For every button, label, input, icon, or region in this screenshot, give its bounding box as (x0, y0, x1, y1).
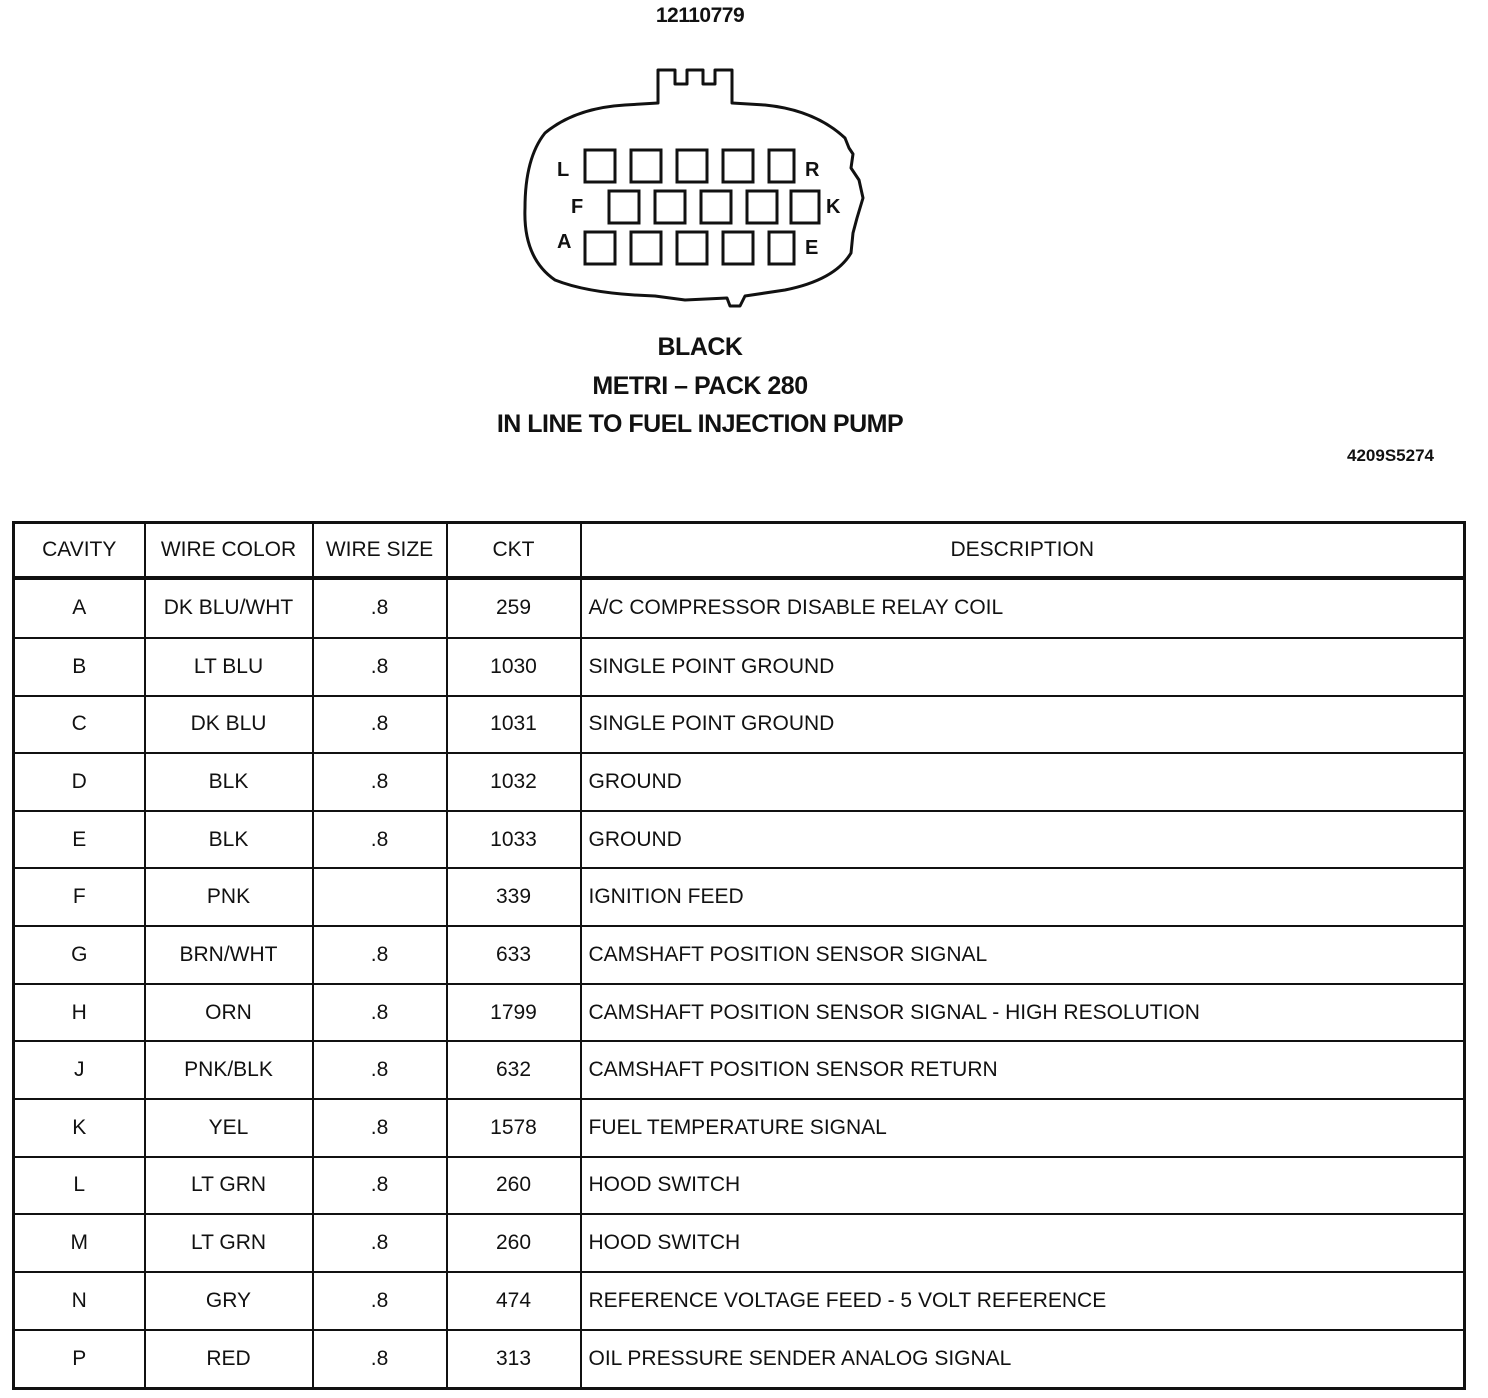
cell-ckt: 633 (447, 926, 581, 984)
cell-wire-size: .8 (313, 926, 447, 984)
connector-part-number: 12110779 (655, 4, 745, 27)
table-row (14, 984, 1465, 1042)
cell-cavity: K (14, 1099, 145, 1157)
cell-ckt: 1578 (447, 1099, 581, 1157)
cell-description: SINGLE POINT GROUND (581, 696, 1465, 754)
cell-wire-color: BLK (145, 753, 313, 811)
cell-wire-color: PNK/BLK (145, 1041, 313, 1099)
cell-wire-color: PNK (145, 868, 313, 926)
cavity-slot (769, 232, 794, 264)
cell-description: HOOD SWITCH (581, 1157, 1465, 1215)
cell-cavity: G (14, 926, 145, 984)
connector-location: IN LINE TO FUEL INJECTION PUMP (496, 410, 904, 438)
cell-wire-color: LT GRN (145, 1214, 313, 1272)
cavity-slot (631, 150, 661, 182)
cell-wire-size: .8 (313, 1272, 447, 1330)
cell-wire-color: LT BLU (145, 638, 313, 696)
cell-ckt: 1033 (447, 811, 581, 869)
cell-ckt: 1030 (447, 638, 581, 696)
cell-description: CAMSHAFT POSITION SENSOR SIGNAL (581, 926, 1465, 984)
cavity-slot (609, 191, 639, 223)
cell-wire-size: .8 (313, 1330, 447, 1389)
cell-wire-size: .8 (313, 1157, 447, 1215)
cell-ckt: 1799 (447, 984, 581, 1042)
cell-ckt: 260 (447, 1214, 581, 1272)
table-row (14, 1272, 1465, 1330)
cell-description: A/C COMPRESSOR DISABLE RELAY COIL (581, 578, 1465, 638)
cell-cavity: H (14, 984, 145, 1042)
table-row (14, 1041, 1465, 1099)
connector-color: BLACK (657, 333, 743, 361)
cavity-slot (655, 191, 685, 223)
table-row (14, 1330, 1465, 1389)
cell-wire-size: .8 (313, 638, 447, 696)
cell-wire-size: .8 (313, 984, 447, 1042)
cavity-label-r: R (805, 159, 820, 181)
cell-wire-size (313, 868, 447, 926)
cell-ckt: 313 (447, 1330, 581, 1389)
cavity-slot (791, 191, 819, 223)
cell-wire-color: DK BLU (145, 696, 313, 754)
cell-wire-size: .8 (313, 578, 447, 638)
table-row (14, 811, 1465, 869)
cavity-label-f: F (571, 196, 584, 218)
cell-cavity: J (14, 1041, 145, 1099)
cell-ckt: 474 (447, 1272, 581, 1330)
cell-description: OIL PRESSURE SENDER ANALOG SIGNAL (581, 1330, 1465, 1389)
cavity-slot (723, 150, 753, 182)
header-ckt: CKT (447, 523, 581, 579)
cell-wire-size: .8 (313, 753, 447, 811)
reference-number: 4209S5274 (1347, 446, 1434, 465)
cell-wire-color: ORN (145, 984, 313, 1042)
cell-description: REFERENCE VOLTAGE FEED - 5 VOLT REFERENCE (581, 1272, 1465, 1330)
cell-wire-size: .8 (313, 1214, 447, 1272)
cell-ckt: 632 (447, 1041, 581, 1099)
cavity-slot (769, 150, 794, 182)
table-row (14, 578, 1465, 638)
cell-ckt: 339 (447, 868, 581, 926)
cavity-slot (677, 232, 707, 264)
header-wire-color: WIRE COLOR (145, 523, 313, 579)
cell-ckt: 1032 (447, 753, 581, 811)
cell-wire-color: BRN/WHT (145, 926, 313, 984)
cavity-slot (585, 150, 615, 182)
cell-description: CAMSHAFT POSITION SENSOR RETURN (581, 1041, 1465, 1099)
cell-wire-size: .8 (313, 1041, 447, 1099)
cell-description: FUEL TEMPERATURE SIGNAL (581, 1099, 1465, 1157)
cell-description: HOOD SWITCH (581, 1214, 1465, 1272)
header-cavity: CAVITY (14, 523, 145, 579)
cell-wire-color: DK BLU/WHT (145, 578, 313, 638)
connector-face-diagram (515, 58, 885, 313)
cell-ckt: 259 (447, 578, 581, 638)
cell-cavity: M (14, 1214, 145, 1272)
pinout-table (12, 521, 1466, 1390)
header-description: DESCRIPTION (581, 523, 1465, 579)
header-wire-size: WIRE SIZE (313, 523, 447, 579)
cavity-label-l: L (557, 159, 570, 181)
cell-wire-size: .8 (313, 696, 447, 754)
cell-description: SINGLE POINT GROUND (581, 638, 1465, 696)
table-row (14, 1214, 1465, 1272)
cell-wire-color: YEL (145, 1099, 313, 1157)
cell-ckt: 260 (447, 1157, 581, 1215)
table-row (14, 926, 1465, 984)
cavity-slot (747, 191, 777, 223)
cell-wire-size: .8 (313, 811, 447, 869)
cell-description: GROUND (581, 753, 1465, 811)
table-row (14, 1099, 1465, 1157)
cell-ckt: 1031 (447, 696, 581, 754)
cavity-label-a: A (557, 231, 572, 253)
cell-cavity: D (14, 753, 145, 811)
cell-wire-color: BLK (145, 811, 313, 869)
cell-cavity: A (14, 578, 145, 638)
table-row (14, 868, 1465, 926)
cell-cavity: F (14, 868, 145, 926)
cavity-label-e: E (805, 237, 819, 259)
cell-description: GROUND (581, 811, 1465, 869)
cavity-slot (701, 191, 731, 223)
cavity-slot (723, 232, 753, 264)
cell-description: IGNITION FEED (581, 868, 1465, 926)
table-row (14, 638, 1465, 696)
cavity-slot (677, 150, 707, 182)
cell-cavity: E (14, 811, 145, 869)
table-row (14, 1157, 1465, 1215)
cell-cavity: B (14, 638, 145, 696)
cavity-slot (585, 232, 615, 264)
table-row (14, 696, 1465, 754)
cell-cavity: N (14, 1272, 145, 1330)
cell-wire-color: RED (145, 1330, 313, 1389)
cavity-slot (631, 232, 661, 264)
cell-wire-size: .8 (313, 1099, 447, 1157)
cavity-label-k: K (826, 196, 841, 218)
cell-cavity: L (14, 1157, 145, 1215)
connector-family: METRI – PACK 280 (592, 372, 808, 400)
cell-description: CAMSHAFT POSITION SENSOR SIGNAL - HIGH RESOLUTION (581, 984, 1465, 1042)
connector-housing-outline (525, 70, 863, 306)
table-row (14, 753, 1465, 811)
table-header-row (14, 523, 1465, 579)
cell-wire-color: GRY (145, 1272, 313, 1330)
cell-cavity: C (14, 696, 145, 754)
cell-wire-color: LT GRN (145, 1157, 313, 1215)
cell-cavity: P (14, 1330, 145, 1389)
